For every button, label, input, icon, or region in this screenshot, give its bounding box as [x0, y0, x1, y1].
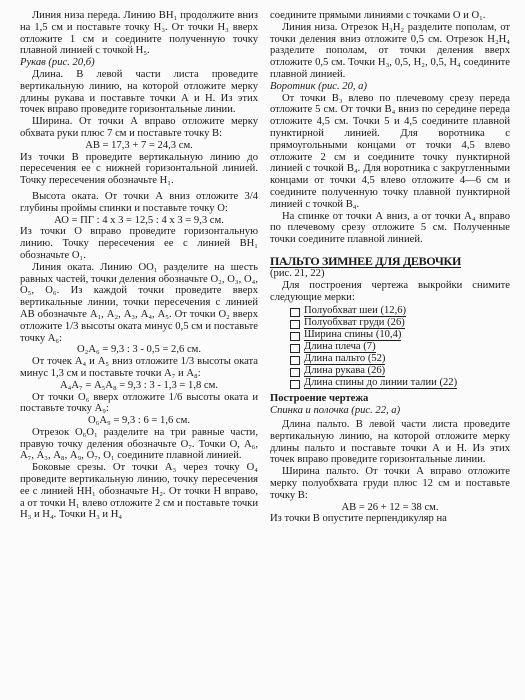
- formula-a4a7: А₄А₇ = А₅А₈ = 9,3 : 3 - 1,3 = 1,8 см.: [60, 379, 218, 391]
- paragraph-back-neck: На спинке от точки А вниз, а от точки А₄ вправо по плечевому срезу отложите 5 см. Полученные точки соедините плавной линией.: [270, 210, 510, 246]
- section-title: ПАЛЬТО ЗИМНЕЕ ДЛЯ ДЕВОЧКИ: [270, 253, 461, 268]
- formula-ao: АО = ПГ : 4 x 3 = 12,5 : 4 x 3 = 9,3 см.: [54, 214, 224, 226]
- checkbox-icon: [290, 356, 300, 365]
- right-column: [270, 10, 510, 525]
- heading-sleeve: Рукав (рис. 20,б): [20, 57, 95, 69]
- left-column: [20, 10, 258, 521]
- measurement-item: Длина спины до линии талии (22): [290, 377, 510, 389]
- paragraph-perpendicular: Из точки В опустите перпендикуляр на: [270, 513, 447, 525]
- paragraph-o7: Отрезок О₆О₁ разделите на три равные части, правую точку деления обозначьте О₇. Точки О, А₆, А₇, А₃, А₈, А₉, О₇, О₁ соедините плавной линией.: [20, 426, 258, 462]
- measurements-list: [270, 305, 510, 389]
- checkbox-icon: [290, 344, 300, 353]
- paragraph-h1: Из точки В проведите вертикальную линию до пересечения ее с нижней горизонтальной линией. Точку пересечения обозначьте Н₁.: [20, 151, 258, 187]
- checkbox-icon: [290, 332, 300, 341]
- paragraph-bottom-front-line: Линия низа переда. Линию ВН₁ продолжите вниз на 1,5 см и поставьте точку Н₃. От точки Н₃ вверх отложите 1 см и соедините полученную точку плавной линией с точкой Н₅.: [20, 10, 258, 57]
- paragraph-a7-a8: От точек А₄ и А₅ вниз отложите 1/3 высоты оката минус 1,3 см и поставьте точки А₇ и А₈:: [20, 356, 258, 379]
- paragraph-cap-line: Линия оката. Линию ОО₁ разделите на шесть равных частей, точки деления обозначьте О₂, О₃, О₄, О₅, О₆. Из каждой точки проведите вверх вертикальные линии, точки пересечения с линией АВ обозначьте А₁, А₂, А₃, А₄, А₅. От точки О₂ вверх отложите 1/3 высоты оката минус 0,5 см и поставьте точку А₆:: [20, 261, 258, 344]
- measurement-item: Длина пальто (52): [290, 353, 510, 365]
- paragraph-bottom-line: Линия низа. Отрезок Н₃Н₂ разделите пополам, от точки деления вниз отложите 0,5 см. Отрезок Н₂Н₄ разделите пополам, от точки деления вверх отложите 0,5 см. Точки Н₃, 0,5, Н₂, 0,5, Н₄ соедините плавной линией.: [270, 21, 510, 80]
- measurement-item: Ширина спины (10,4): [290, 329, 510, 341]
- paragraph-coat-width: Ширина пальто. От точки А вправо отложите мерку полуобхвата груди плюс 12 см и поставьте точку В:: [270, 466, 510, 501]
- heading-back-front: Спинка и полочка (рис. 22, а): [270, 405, 401, 417]
- measurement-item: Длина рукава (26): [290, 365, 510, 377]
- paragraph-connect-o: соедините прямыми линиями с точками О и О₁.: [270, 10, 486, 21]
- heading-construction: Построение чертежа: [270, 393, 369, 405]
- formula-o2a6: О₂А₆ = 9,3 : 3 - 0,5 = 2,6 см.: [76, 344, 202, 356]
- paragraph-coat-length: Длина пальто. В левой части листа проведите вертикальную линию, на которой отложите мерку длины пальто и поставьте точки А и Н. Из этих точек вправо проведите горизонтальные линии.: [270, 418, 510, 466]
- formula-ab: АВ = 17,3 + 7 = 24,3 см.: [85, 139, 193, 151]
- paragraph-a9: От точки О₆ вверх отложите 1/6 высоты оката и поставьте точку А₉:: [20, 391, 258, 415]
- paragraph-sleeve-width: Ширина. От точки А вправо отложите мерку обхвата руки плюс 7 см и поставьте точку В:: [20, 116, 258, 139]
- formula-coat-ab: АВ = 26 + 12 = 38 см.: [341, 501, 439, 513]
- paragraph-o1: Из точки О вправо проведите горизонтальную линию. Точку пересечения ее с линией ВН₁ обозначьте О₁.: [20, 226, 258, 261]
- paragraph-collar: От точки В₃ влево по плечевому срезу переда отложите 5 см. От точки В₄ вниз по середине переда отложите 4,5 см. Точки 5 и 4,5 соедините плавной пунктирной линией. Для воротника с прямоугольными концами от точки 4,5 влево отложите 2 см и соедините точку пунктирной линией с точкой В₄. Для воротника с закругленными концами от точки 4,5 влево отложите 4—6 см и соедините полученную точку плавной пунктирной линией с точкой В₄.: [270, 92, 510, 210]
- checkbox-icon: [290, 368, 300, 377]
- measurement-item: Полуобхват груди (26): [290, 317, 510, 329]
- checkbox-icon: [290, 320, 300, 329]
- checkbox-icon: [290, 308, 300, 317]
- checkbox-icon: [290, 380, 300, 389]
- paragraph-side-seams: Боковые срезы. От точки А₃ через точку О₄ проведите вертикальную линию, точку пересечения ее с линией НН₁ обозначьте Н₂. От точки Н вправо, а от точки Н₁ влево отложите 2 см и поставьте точки Н₃ и Н₄. Точки Н₃ и Н₄: [20, 462, 258, 521]
- heading-collar: Воротник (рис. 20, а): [270, 80, 368, 92]
- measurement-item: Длина плеча (7): [290, 341, 510, 353]
- paragraph-cap-height: Высота оката. От точки А вниз отложите 3/4 глубины проймы спинки и поставьте точку О:: [20, 190, 258, 214]
- measurement-item: Полуобхват шеи (12,6): [290, 305, 510, 317]
- formula-o6a9: О₆А₉ = 9,3 : 6 = 1,6 см.: [88, 415, 190, 427]
- section-subtitle: (рис. 21, 22): [270, 267, 325, 279]
- paragraph-sleeve-length: Длина. В левой части листа проведите вертикальную линию, на которой отложите мерку длины рукава и поставьте точки А и Н. Из этих точек вправо проведите горизонтальные линии.: [20, 68, 258, 116]
- paragraph-measures-intro: Для построения чертежа выкройки снимите следующие мерки:: [270, 279, 510, 303]
